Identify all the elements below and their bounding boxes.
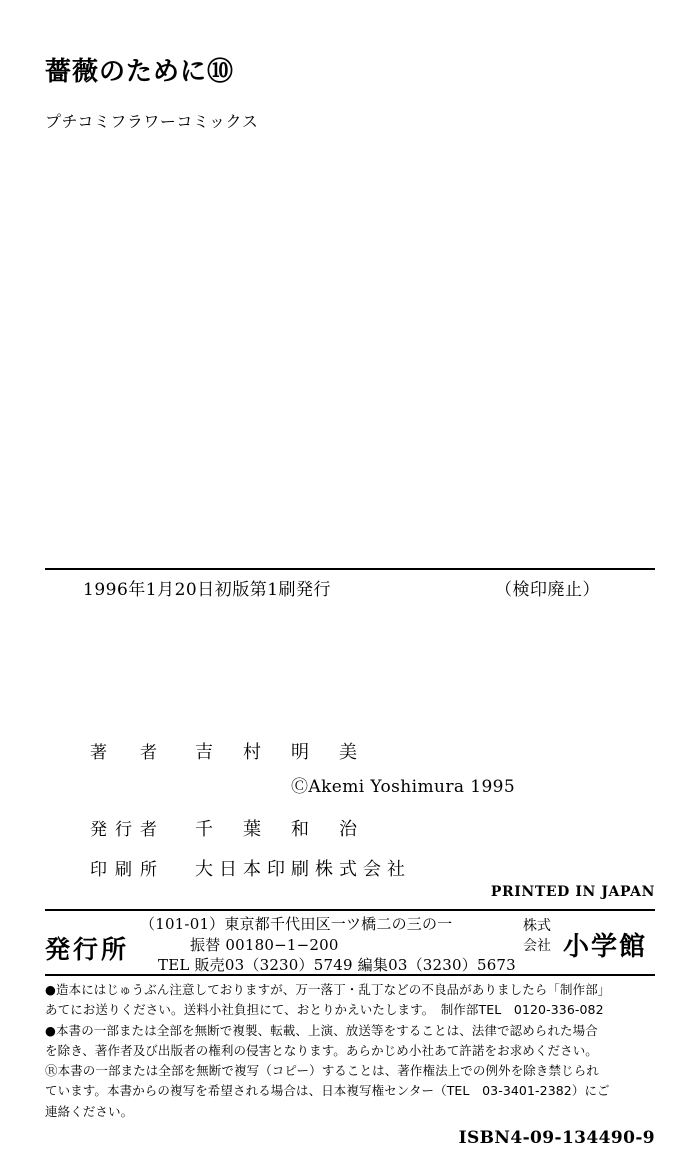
- imprint-address-line2: 振替 00180−1−200: [190, 935, 339, 954]
- company-kind-line1: 株式: [523, 918, 551, 934]
- credit-row: [45, 855, 655, 881]
- credits-block: [45, 738, 655, 889]
- isbn: ISBN4-09-134490-9: [458, 1128, 655, 1148]
- page-title: 薔薇のために⑩: [45, 57, 235, 87]
- legal-note-line: ●本書の一部または全部を無断で複製、転載、上演、放送等をすることは、法律で認められた場合: [45, 1022, 598, 1038]
- legal-note-line: ●造本にはじゅうぶん注意しておりますが、万一落丁・乱丁などの不良品がありましたら「制作部」: [45, 982, 611, 997]
- author-label: 著 者: [90, 743, 165, 763]
- author-name: 吉 村 明 美: [195, 742, 363, 763]
- publisher-name: 千 葉 和 治: [195, 819, 363, 840]
- company-kind: [507, 916, 567, 957]
- legal-note-line: ています。本書からの複写を希望される場合は、日本複写権センター（TEL 03-3401-2382）にご: [45, 1083, 610, 1099]
- divider-above-publication-date: [45, 568, 655, 570]
- printer-name: 大日本印刷株式会社: [195, 859, 411, 880]
- publication-note: （検印廃止）: [495, 580, 600, 600]
- divider-above-imprint: [45, 909, 655, 911]
- publisher-company-name: 小学館: [562, 932, 647, 962]
- title-block: [45, 58, 655, 132]
- publication-date: 1996年1月20日初版第1刷発行: [83, 580, 332, 600]
- company-kind-line2: 会社: [523, 938, 551, 955]
- imprint-block: [45, 912, 655, 975]
- imprint-label: 発行所: [45, 935, 130, 964]
- legal-note-line: あてにお送りください。送料小社負担にて、おとりかえいたします。 制作部TEL 0120-336-082: [45, 1002, 604, 1018]
- printer-label: 印刷所: [90, 860, 165, 880]
- series-label: プチコミフラワーコミックス: [45, 111, 259, 131]
- legal-note-line: を除き、著作者及び出版者の権利の侵害となります。あらかじめ小社あて許諾をお求めください。: [45, 1042, 598, 1058]
- legal-note-line: 連絡ください。: [45, 1103, 134, 1119]
- divider-below-imprint: [45, 974, 655, 976]
- credit-row: [45, 815, 655, 841]
- imprint-address: [140, 914, 516, 976]
- legal-notes-block: [45, 980, 657, 1122]
- printed-in-japan: PRINTED IN JAPAN: [490, 884, 655, 900]
- legal-note-line: Ⓡ本書の一部または全部を無断で複写（コピー）することは、著作権法上での例外を除き禁じられ: [45, 1063, 599, 1078]
- credit-row: [45, 738, 655, 764]
- imprint-address-line1: （101-01）東京都千代田区一ツ橋二の三の一: [140, 915, 453, 933]
- publication-date-row: [45, 575, 655, 600]
- publisher-label: 発行者: [90, 820, 165, 840]
- imprint-address-line3: TEL 販売03（3230）5749 編集03（3230）5673: [158, 956, 516, 975]
- copyright-line: ⒸAkemi Yoshimura 1995: [291, 777, 516, 797]
